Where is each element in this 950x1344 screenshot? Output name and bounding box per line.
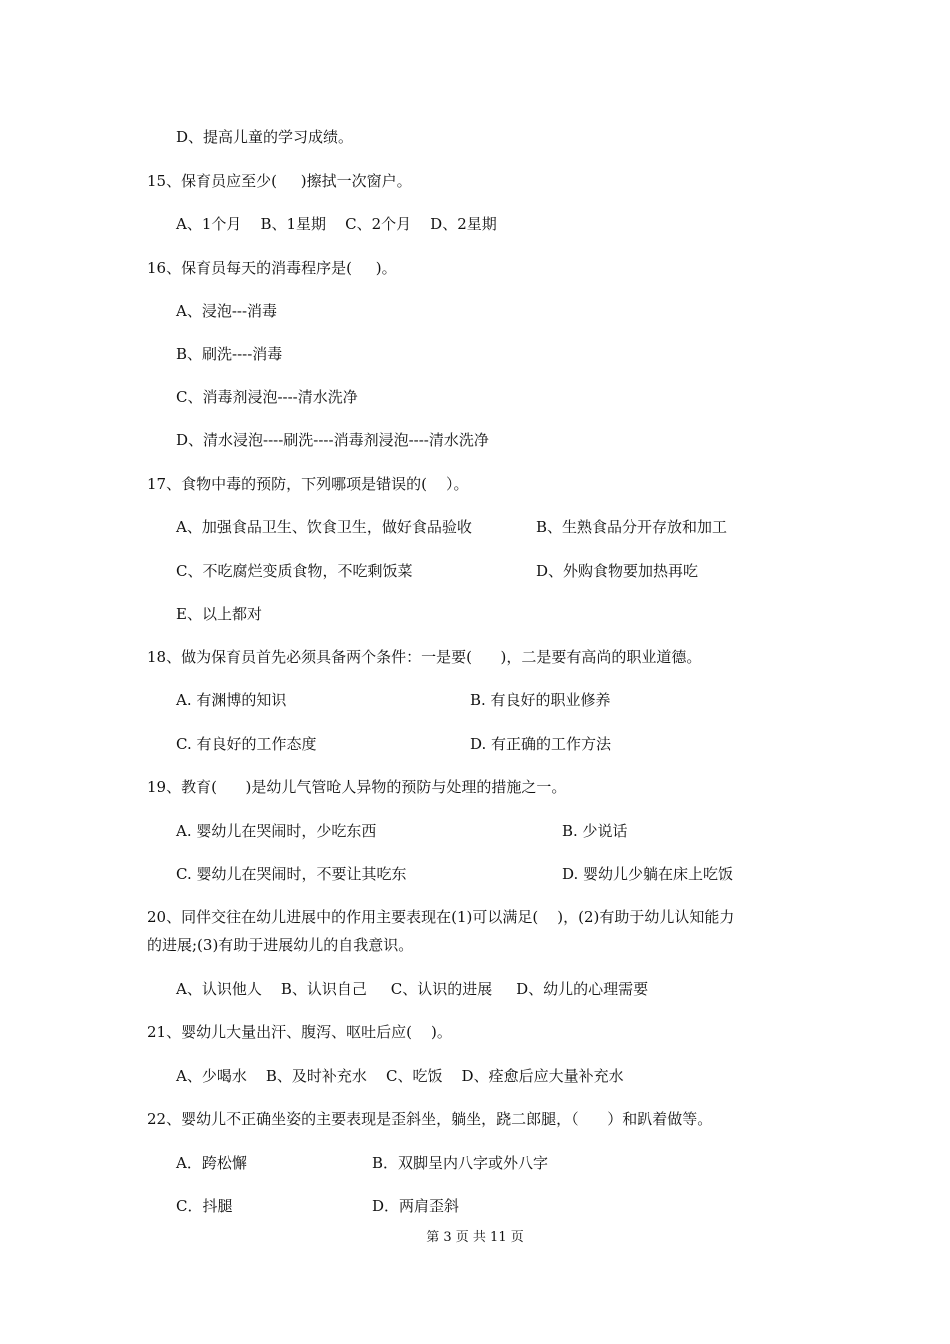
- option-17-a: A、加强食品卫生、饮食卫生，做好食品验收: [176, 518, 472, 536]
- question-20-cont: 的进展;(3)有助于进展幼儿的自我意识。: [147, 936, 414, 954]
- question-21: 21、婴幼儿大量出汗、腹泻、呕吐后应( )。: [147, 1023, 452, 1041]
- option-16-d: D、清水浸泡----刷洗----消毒剂浸泡----清水洗净: [176, 431, 489, 449]
- option-16-a: A、浸泡---消毒: [176, 302, 278, 320]
- option-17-e: E、以上都对: [176, 605, 262, 623]
- option-18-a: A. 有渊博的知识: [176, 691, 287, 709]
- option-22-c: C．抖腿: [176, 1197, 233, 1215]
- option-22-b: B．双脚呈内八字或外八字: [372, 1154, 549, 1172]
- option-22-a: A．跨松懈: [176, 1154, 247, 1172]
- question-16: 16、保育员每天的消毒程序是( )。: [147, 259, 397, 277]
- question-15: 15、保育员应至少( )擦拭一次窗户。: [147, 172, 412, 190]
- options-20: A、认识他人 B、认识自己 C、认识的进展 D、幼儿的心理需要: [176, 980, 649, 998]
- option-19-a: A. 婴幼儿在哭闹时，少吃东西: [176, 822, 377, 840]
- option-16-c: C、消毒剂浸泡----清水洗净: [176, 388, 358, 406]
- option-19-b: B. 少说话: [562, 822, 628, 840]
- option-18-c: C. 有良好的工作态度: [176, 735, 317, 753]
- options-21: A、少喝水 B、及时补充水 C、吃饭 D、痊愈后应大量补充水: [176, 1067, 624, 1085]
- option-19-d: D. 婴幼儿少躺在床上吃饭: [562, 865, 734, 883]
- option-16-b: B、刷洗----消毒: [176, 345, 283, 363]
- option-17-c: C、不吃腐烂变质食物，不吃剩饭菜: [176, 562, 413, 580]
- question-19: 19、教育( )是幼儿气管呛人异物的预防与处理的措施之一。: [147, 778, 567, 796]
- question-17: 17、食物中毒的预防，下列哪项是错误的( ）。: [147, 475, 469, 493]
- question-18: 18、做为保育员首先必须具备两个条件：一是要( )，二是要有高尚的职业道德。: [147, 648, 702, 666]
- option-22-d: D．两肩歪斜: [372, 1197, 460, 1215]
- options-15: A、1个月 B、1星期 C、2个月 D、2星期: [176, 215, 497, 233]
- question-22: 22、婴幼儿不正确坐姿的主要表现是歪斜坐，躺坐，跷二郎腿，（ ）和趴着做等。: [147, 1110, 713, 1128]
- option-14-d: D、提高儿童的学习成绩。: [176, 128, 354, 146]
- option-19-c: C. 婴幼儿在哭闹时，不要让其吃东: [176, 865, 407, 883]
- question-20: 20、同伴交往在幼儿进展中的作用主要表现在(1)可以满足( )，(2)有助于幼儿认知能力: [147, 908, 735, 926]
- option-17-b: B、生熟食品分开存放和加工: [536, 518, 728, 536]
- page-footer: 第 3 页 共 11 页: [426, 1230, 524, 1245]
- option-17-d: D、外购食物要加热再吃: [536, 562, 699, 580]
- option-18-d: D. 有正确的工作方法: [470, 735, 612, 753]
- option-18-b: B. 有良好的职业修养: [470, 691, 611, 709]
